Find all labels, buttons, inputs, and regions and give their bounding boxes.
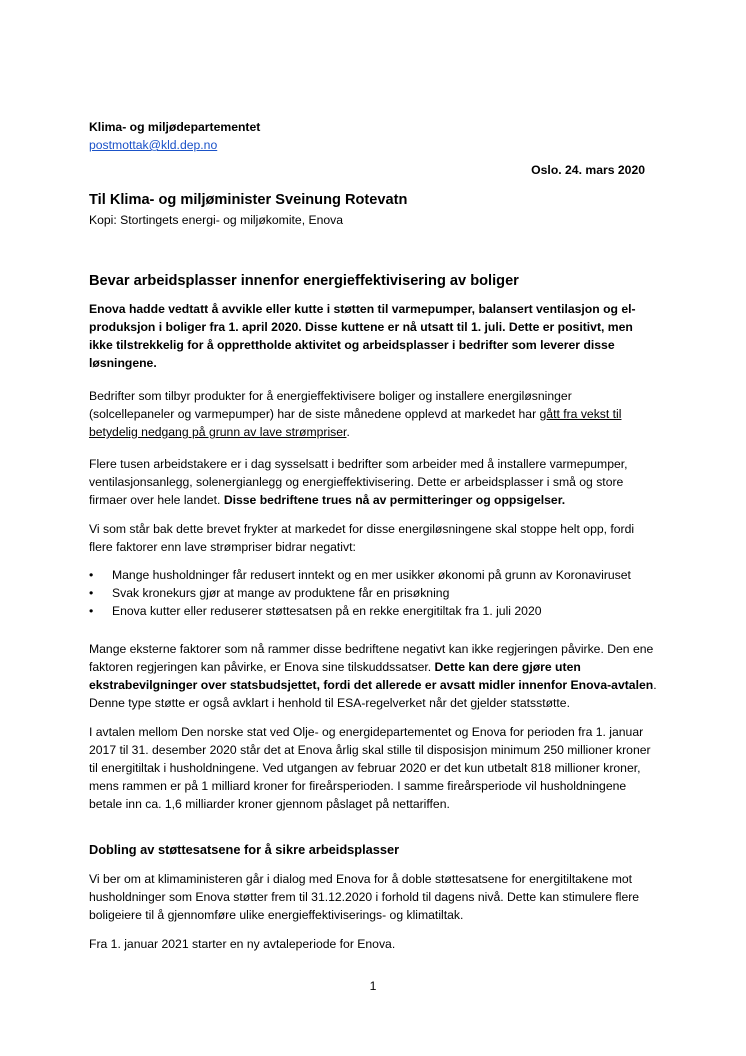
- sender-block: [89, 118, 659, 154]
- paragraph-2-text: Flere tusen arbeidstakere er i dag sysselsatt i bedrifter som arbeider med å installere varmepumper, ventilasjonsanlegg, solenergianlegg og energieffektivisering. Dette er arbeidsplasser i små og store firmaer over hele landet.: [89, 457, 628, 507]
- paragraph-4-bold: Dette kan dere gjøre uten ekstrabevilgninger over statsbudsjettet, fordi det allerede er avsatt midler innenfor Enova-avtalen: [89, 660, 654, 692]
- paragraph-1-text: Bedrifter som tilbyr produkter for å energieffektivisere boliger og installere energiløsninger (solcellepaneler og varmepumper) har de siste månedene opplevd at markedet har: [89, 389, 572, 421]
- section-heading: Dobling av støttesatsene for å sikre arbeidsplasser: [89, 842, 400, 857]
- paragraph-6: [89, 870, 659, 924]
- intro-text: Enova hadde vedtatt å avvikle eller kutte i støtten til varmepumper, balansert ventilasjon og el-produksjon i boliger fra 1. april 2020. Disse kuttene er nå utsatt til 1. juli. Dette er positivt, men ikke tilstrekkelig for å opprettholde aktivitet og arbeidsplasser i bedrifter som leverer disse løsningene.: [89, 302, 636, 370]
- list-item: • Svak kronekurs gjør at mange av produktene får en prisøkning: [89, 584, 631, 602]
- letter-date: Oslo. 24. mars 2020: [531, 163, 645, 177]
- paragraph-1: [89, 387, 659, 441]
- paragraph-3-text: Vi som står bak dette brevet frykter at markedet for disse energiløsningene skal stoppe helt opp, fordi flere faktorer enn lave strømpriser bidrar negativt:: [89, 522, 635, 554]
- sender-email-link[interactable]: postmottak@kld.dep.no: [89, 138, 218, 152]
- paragraph-6-text: Vi ber om at klimaministeren går i dialog med Enova for å doble støttesatsene for energitiltakene mot husholdninger som Enova støtter frem til 31.12.2020 i forhold til dagens nivå. Dette kan stimulere flere boligeiere til å gjennomføre ulike energieffektiviserings- og klimatiltak.: [89, 872, 640, 922]
- recipient-title: Til Klima- og miljøminister Sveinung Rotevatn: [89, 192, 408, 208]
- paragraph-2: [89, 455, 659, 509]
- paragraph-7-text: Fra 1. januar 2021 starter en ny avtaleperiode for Enova.: [89, 937, 396, 951]
- paragraph-4-text: Mange eksterne faktorer som nå rammer disse bedriftene negativt kan ikke regjeringen påvirke. Den ene faktoren regjeringen kan påvirke, er Enova sine tilskuddssatser.: [89, 642, 654, 674]
- factor-list: [89, 566, 631, 620]
- paragraph-3: [89, 520, 659, 556]
- sender-org: Klima- og miljødepartementet: [89, 120, 261, 134]
- list-item: • Mange husholdninger får redusert inntekt og en mer usikker økonomi på grunn av Koronaviruset: [89, 566, 631, 584]
- list-item: • Enova kutter eller reduserer støttesatsen på en rekke energitiltak fra 1. juli 2020: [89, 602, 631, 620]
- paragraph-7: [89, 935, 659, 953]
- paragraph-4: [89, 640, 659, 712]
- paragraph-5-text: I avtalen mellom Den norske stat ved Olje- og energidepartementet og Enova for perioden fra 1. januar 2017 til 31. desember 2020 står det at Enova årlig skal stille til disposisjon minimum 250 millioner kroner til energitiltak i husholdningene. Ved utgangen av februar 2020 er det kun utbetalt 818 millioner kroner, mens rammen er på 1 milliard kroner for fireårsperioden. I samme fireårsperiode vil husholdningene betale inn ca. 1,6 milliarder kroner gjennom påslaget på nettariffen.: [89, 725, 651, 811]
- paragraph-2-bold: Disse bedriftene trues nå av permitteringer og oppsigelser.: [223, 493, 566, 507]
- paragraph-5: [89, 723, 659, 813]
- paragraph-1-end: .: [346, 425, 350, 439]
- intro-paragraph: [89, 300, 659, 372]
- paragraph-1-underlined: gått fra vekst til betydelig nedgang på grunn av lave strømpriser: [89, 407, 622, 439]
- main-heading: Bevar arbeidsplasser innenfor energieffektivisering av boliger: [89, 273, 519, 289]
- paragraph-4-end: . Denne type støtte er også avklart i henhold til ESA-regelverket når det gjelder statsstøtte.: [89, 678, 657, 710]
- page-number: 1: [369, 979, 377, 993]
- recipient-copy: Kopi: Stortingets energi- og miljøkomite, Enova: [89, 213, 344, 227]
